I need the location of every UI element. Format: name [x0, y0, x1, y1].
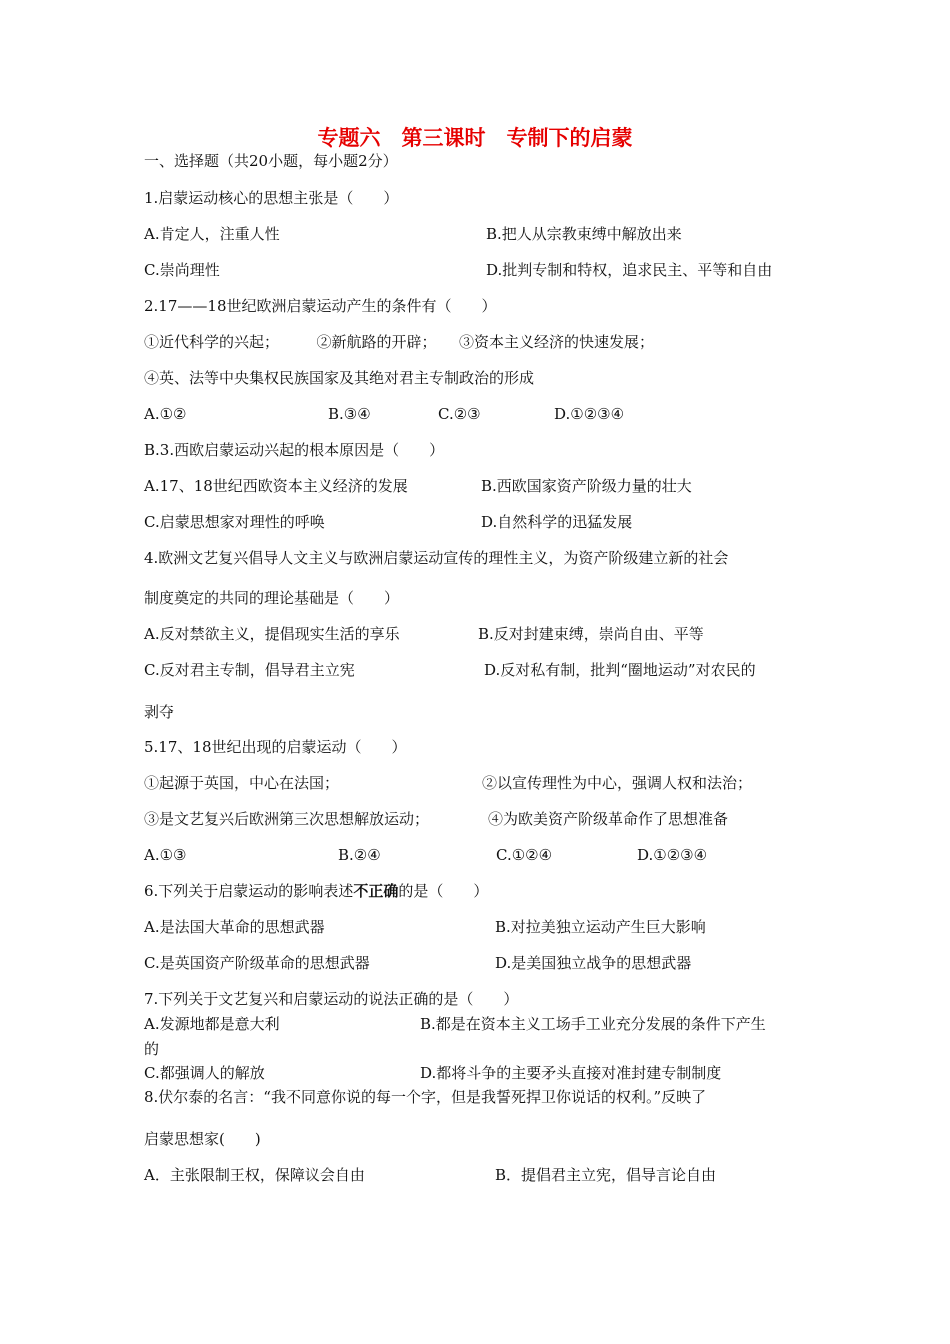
- question-6-stem: [144, 881, 488, 901]
- question-5-option-b: B.②④: [338, 846, 381, 864]
- question-3-option-b: B.西欧国家资产阶级力量的壮大: [481, 477, 692, 495]
- question-7-option-d: D.都将斗争的主要矛头直接对准封建专制制度: [420, 1064, 722, 1082]
- question-1-option-b: B.把人从宗教束缚中解放出来: [486, 225, 682, 243]
- question-2-option-c: C.②③: [438, 405, 481, 423]
- question-3-stem: B.3.西欧启蒙运动兴起的根本原因是（ ）: [144, 441, 445, 459]
- question-8-option-a: A．主张限制王权，保障议会自由: [144, 1166, 365, 1184]
- question-8-stem-line-2: 启蒙思想家( ): [144, 1130, 261, 1148]
- question-6-stem-emphasis: 不正确: [353, 882, 399, 900]
- question-7-stem: 7.下列关于文艺复兴和启蒙运动的说法正确的是（ ）: [144, 990, 519, 1008]
- question-5-option-d: D.①②③④: [637, 846, 708, 864]
- question-8-stem-line-1: 8.伏尔泰的名言：“我不同意你说的每一个字，但是我誓死捍卫你说话的权利。”反映了: [144, 1088, 707, 1106]
- question-2-option-d: D.①②③④: [554, 405, 625, 423]
- question-6-option-a: A.是法国大革命的思想武器: [144, 918, 325, 936]
- question-7-option-b-continued: 的: [144, 1040, 160, 1058]
- question-5-option-a: A.①③: [144, 846, 187, 864]
- question-5-item-3: ③是文艺复兴后欧洲第三次思想解放运动；: [144, 810, 430, 828]
- question-4-option-a: A.反对禁欲主义，提倡现实生活的享乐: [144, 625, 400, 643]
- question-4-option-d-continued: 剥夺: [144, 703, 175, 721]
- question-6-stem-pre: 6.下列关于启蒙运动的影响表述: [144, 882, 354, 900]
- question-1-option-a: A.肯定人，注重人性: [144, 225, 280, 243]
- question-5-item-2: ②以宣传理性为中心，强调人权和法治；: [482, 774, 753, 792]
- question-7-option-b: B.都是在资本主义工场手工业充分发展的条件下产生: [420, 1015, 766, 1033]
- question-2-items-2: ④英、法等中央集权民族国家及其绝对君主专制政治的形成: [144, 369, 535, 387]
- question-6-option-c: C.是英国资产阶级革命的思想武器: [144, 954, 370, 972]
- question-2-option-a: A.①②: [144, 405, 187, 423]
- question-1-option-d: D.批判专制和特权，追求民主、平等和自由: [486, 261, 773, 279]
- question-7-option-a: A.发源地都是意大利: [144, 1015, 280, 1033]
- question-8-option-b: B．提倡君主立宪，倡导言论自由: [495, 1166, 717, 1184]
- question-3-option-c: C.启蒙思想家对理性的呼唤: [144, 513, 325, 531]
- section-heading: 一、选择题（共20小题，每小题2分）: [144, 152, 398, 170]
- question-7-option-c: C.都强调人的解放: [144, 1064, 265, 1082]
- question-3-option-a: A.17、18世纪西欧资本主义经济的发展: [144, 477, 408, 495]
- question-2-stem: 2.17——18世纪欧洲启蒙运动产生的条件有（ ）: [144, 297, 497, 315]
- page-title: 专题六 第三课时 专制下的启蒙: [317, 126, 633, 150]
- question-6-option-b: B.对拉美独立运动产生巨大影响: [495, 918, 706, 936]
- question-1-stem: 1.启蒙运动核心的思想主张是（ ）: [144, 189, 399, 207]
- question-4-option-b: B.反对封建束缚，崇尚自由、平等: [478, 625, 704, 643]
- question-4-option-c: C.反对君主专制，倡导君主立宪: [144, 661, 355, 679]
- question-5-stem: 5.17、18世纪出现的启蒙运动（ ）: [144, 738, 407, 756]
- question-3-option-d: D.自然科学的迅猛发展: [481, 513, 633, 531]
- question-5-item-4: ④为欧美资产阶级革命作了思想准备: [488, 810, 729, 828]
- question-4-option-d: D.反对私有制，批判“圈地运动”对农民的: [484, 661, 756, 679]
- question-4-stem-line-1: 4.欧洲文艺复兴倡导人文主义与欧洲启蒙运动宣传的理性主义，为资产阶级建立新的社会: [144, 549, 729, 567]
- question-2-option-b: B.③④: [328, 405, 371, 423]
- question-2-items-1: ①近代科学的兴起； ②新航路的开辟； ③资本主义经济的快速发展；: [144, 333, 655, 351]
- question-4-stem-line-2: 制度奠定的共同的理论基础是（ ）: [144, 589, 400, 607]
- question-5-item-1: ①起源于英国，中心在法国；: [144, 774, 340, 792]
- question-5-option-c: C.①②④: [496, 846, 553, 864]
- question-6-stem-post: 的是（ ）: [398, 882, 489, 900]
- question-6-option-d: D.是美国独立战争的思想武器: [495, 954, 692, 972]
- question-1-option-c: C.崇尚理性: [144, 261, 220, 279]
